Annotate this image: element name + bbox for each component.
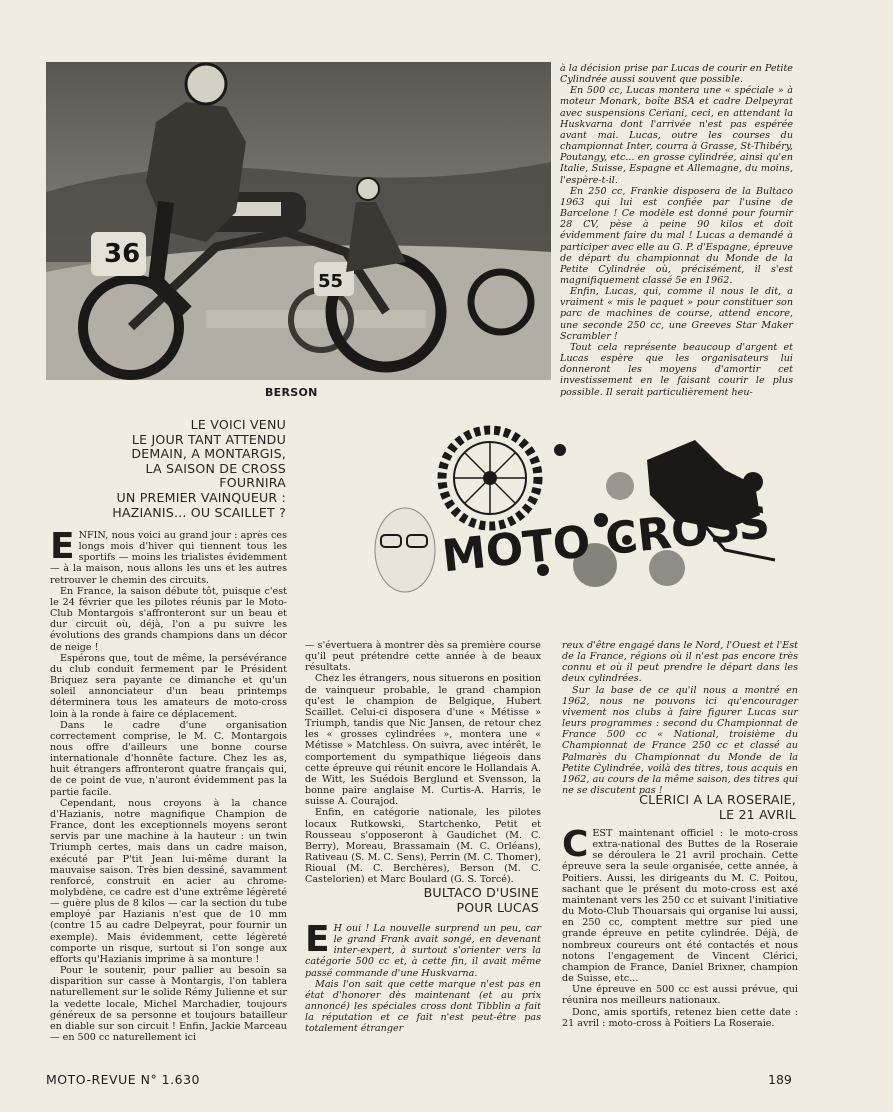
heading-line: BULTACO D'USINE <box>423 885 539 900</box>
clerici-heading <box>562 792 796 822</box>
clerici-article <box>562 824 798 1060</box>
paragraph: à la décision prise par Lucas de courir en Petite Cylindrée aussi souvent que possible. <box>560 63 793 86</box>
lead-text: EST maintenant officiel : le moto-cross extra-national des Buttes de la Roseraie se déroulera le 21 avril prochain. Cette épreuve sera la seule organisée, cette année, à Poitiers. Aussi, les dirigeants du M. C. Poitou, sachant que le présent du moto-cross est axé maintenant vers les 250 cc et suivant l'initiative du Moto-Club Thouarsais qui organise lui aussi, en 250 cc, comptent mettre sur pied une grande épreuve en petite cylindrée. Déjà, de nombreux coureurs ont été contactés et nous notons l'engagement de Vincent Clérici, champion de France, Daniel Brixner, champion de Suisse, etc... <box>562 828 798 985</box>
headline-line: LE JOUR TANT ATTENDU <box>131 431 286 447</box>
paragraph: En France, la saison débute tôt, puisque c'est le 24 février que les pilotes réunis par le Moto-Club Montargois s'affronteront sur un beau et dur circuit où, déjà, l'on a pu suivre les évolutions des grands champions dans un décor de neige ! <box>50 585 287 653</box>
svg-text:55: 55 <box>318 271 344 292</box>
headline-line: LE VOICI VENU <box>190 417 286 432</box>
paragraph: Donc, amis sportifs, retenez bien cette date : 21 avril : moto-cross à Poitiers La Roseraie. <box>562 1006 798 1029</box>
headline-line: DEMAIN, A MONTARGIS, <box>131 446 286 462</box>
column-top-right <box>560 63 793 398</box>
logo-text: MOTO CROSS <box>439 497 773 583</box>
bultaco-article <box>305 919 541 1059</box>
page-number: 189 <box>768 1072 792 1087</box>
paragraph: Espérons que, tout de même, la persévérance du club conduit fermement par le Président Briquez sera payante ce dimanche et qu'un soleil annonciateur d'un beau printemps déterminera tous les amateurs de moto-cross loin à la ronde à faire ce déplacement. <box>50 652 287 720</box>
paragraph: Cependant, nous croyons à la chance d'Hazianis, notre magnifique Champion de France, dont les exceptionnels moyens seront servis par une machine à la hauteur : un twin Triumph certes, mais dans un cadre maison, exécuté par P'tit Jean lui-même durant la mauvaise saison. Très bien dessiné, savamment renforcé, construit en acier au chrome-molybdène, ce cadre est d'une extrême légèreté — guère plus de 8 kilos — car la section du tube employé par Hazianis n'est que de 10 mm (contre 15 au cadre Delpeyrat, pour fournir un exemple). Mais évidemment, cette légèreté comporte un risque, surtout si l'on songe aux efforts qu'Hazianis imprime à sa monture ! <box>50 797 287 965</box>
article-column-3 <box>562 640 798 797</box>
paragraph: Tout cela représente beaucoup d'argent et Lucas espère que les organisateurs lui donneront les moyens d'amortir cet investissement en le faisant courir le plus possible. Il serait particulièrement heu- <box>560 341 793 398</box>
paragraph: Sur la base de ce qu'il nous a montré en 1962, nous ne pouvons ici qu'encourager vivement nos clubs à faire figurer Lucas sur leurs programmes : second du Championnat de France 500 cc « National, troisième du Championnat de France 250 cc et classé au Palmarès du Championnat du Monde de la Petite Cylindrée, voilà des titres, tous acquis en 1962, au cours de la même saison, des titres qui ne se discutent pas ! <box>562 684 798 797</box>
article-column-1 <box>50 526 287 1060</box>
heading-line: CLERICI A LA ROSERAIE, <box>639 792 796 807</box>
heading-line: POUR LUCAS <box>456 900 539 915</box>
magazine-footer: MOTO-REVUE N° 1.630 <box>46 1072 200 1087</box>
dropcap: C <box>562 824 589 865</box>
paragraph: reux d'être engagé dans le Nord, l'Ouest et l'Est de la France, régions où il n'est pas encore très connu et où il peut prendre le départ dans les deux cylindrées. <box>562 640 798 685</box>
headline-line: HAZIANIS... OU SCAILLET ? <box>112 504 286 520</box>
lead-paragraph <box>562 824 798 985</box>
paragraph: Une épreuve en 500 cc est aussi prévue, qui réunira nos meilleurs nationaux. <box>562 984 798 1007</box>
paragraph: Chez les étrangers, nous situerons en position de vainqueur probable, le grand champion qu'est le champion de Belgique, Hubert Scaillet. Celui-ci disposera d'une « Métisse » Triumph, tandis que Nic Jansen, de retour chez les « grosses cylindrées », montera une « Métisse » Matchless. On suivra, avec intérêt, le comportement du sympathique liégeois dans cette épreuve qui réunit encore le Hollandais A. de Witt, les Suédois Berglund et Svensson, la bonne paire anglaise M. Curtis-A. Harris, le suisse A. Courajod. <box>305 673 541 808</box>
bultaco-heading <box>305 885 539 915</box>
motocross-photo-art <box>46 62 551 380</box>
headline-line: UN PREMIER VAINQUEUR : <box>116 489 286 505</box>
lead-text: H oui ! La nouvelle surprend un peu, car le grand Frank avait songé, en devenant inter-expert, à surtout s'orienter vers la catégorie 500 cc et, à cette fin, il avait même passé commande d'une Huskvarna. <box>305 923 541 979</box>
svg-text:36: 36 <box>104 239 141 269</box>
main-headline <box>110 418 286 520</box>
moto-cross-logo <box>365 420 795 610</box>
lead-text: NFIN, nous voici au grand jour : après ces longs mois d'hiver qui tiennent tous les sportifs — moins les trialistes évidemment — à la maison, nous allons les uns et les autres retrouver le chemin des circuits. <box>50 530 287 586</box>
lead-paragraph <box>50 526 287 586</box>
paragraph: Pour le soutenir, pour pallier au besoin sa disparition sur casse à Montargis, l'on tablera naturellement sur le solide Rémy Julienne et sur la vedette locale, Michel Marchadier, toujours généreux de sa personne et toujours batailleur en diable sur son circuit ! Enfin, Jackie Marceau — en 500 cc naturellement ici <box>50 965 287 1044</box>
paragraph: Dans le cadre d'une organisation correctement comprise, le M. C. Montargois nous offre d'ailleurs une bonne course internationale d'honnête facture. Chez les as, huit étrangers affronteront quatre français qui, de ce point de vue, n'auront évidemment pas la partie facile. <box>50 719 287 798</box>
photo-caption: BERSON <box>265 386 318 399</box>
paragraph: Enfin, en catégorie nationale, les pilotes locaux Rutkowski, Startchenko, Petit et Rousseau s'opposeront à Gaudichet (M. C. Berry), Moreau, Brassamain (M. C. Orléans), Rativeau (S. M. C. Sens), Perrin (M. C. Thomer), Rioual (M. C. Berchères), Berson (M. C. Castelorien) et Marc Boulard (G. S. Torcé). <box>305 807 541 886</box>
paragraph: Mais l'on sait que cette marque n'est pas en état d'honorer dès maintenant (et au prix annoncé) les spéciales cross dont Tibblin a fait la réputation et ce fait n'est peut-être pas totalement étranger <box>305 978 541 1035</box>
paragraph: En 500 cc, Lucas montera une « spéciale » à moteur Monark, boîte BSA et cadre Delpeyrat avec suspensions Ceriani, ceci, en attendant la Huskvarna dont l'arrivée n'est pas espérée avant mai. Lucas, outre les courses du championnat Inter, courra à Grasse, St-Thibéry, Poutangy, etc... en grosse cylindrée, ainsi qu'en Italie, Suisse, Espagne et Allemagne, du moins, l'espère-t-il. <box>560 85 793 186</box>
dropcap: E <box>305 919 330 960</box>
paragraph: En 250 cc, Frankie disposera de la Bultaco 1963 qui lui est confiée par l'usine de Barcelone ! Ce modèle est donné pour fournir 28 CV, pèse à peine 90 kilos et doit évidemment faire du mal ! Lucas a demandé à participer avec elle au G. P. d'Espagne, épreuve de départ du championnat du Monde de la Petite Cylindrée où, précisément, il s'est magnifiquement classé 5e en 1962. <box>560 185 793 286</box>
headline-line: FOURNIRA <box>219 475 286 491</box>
motocross-photo <box>46 62 551 380</box>
lead-paragraph <box>305 919 541 979</box>
paragraph: — s'évertuera à montrer dès sa première course qu'il peut prétendre cette année à de beaux résultats. <box>305 640 541 674</box>
headline-line: LA SAISON DE CROSS <box>145 460 286 476</box>
moto-cross-logo-art <box>365 420 795 610</box>
paragraph: Enfin, Lucas, qui, comme il nous le dit, a vraiment « mis le paquet » pour constituer son parc de machines de course, attend encore, une seconde 250 cc, une Greeves Star Maker Scrambler ! <box>560 286 793 342</box>
dropcap: E <box>50 526 75 567</box>
heading-line: LE 21 AVRIL <box>718 807 796 822</box>
article-column-2 <box>305 640 541 886</box>
